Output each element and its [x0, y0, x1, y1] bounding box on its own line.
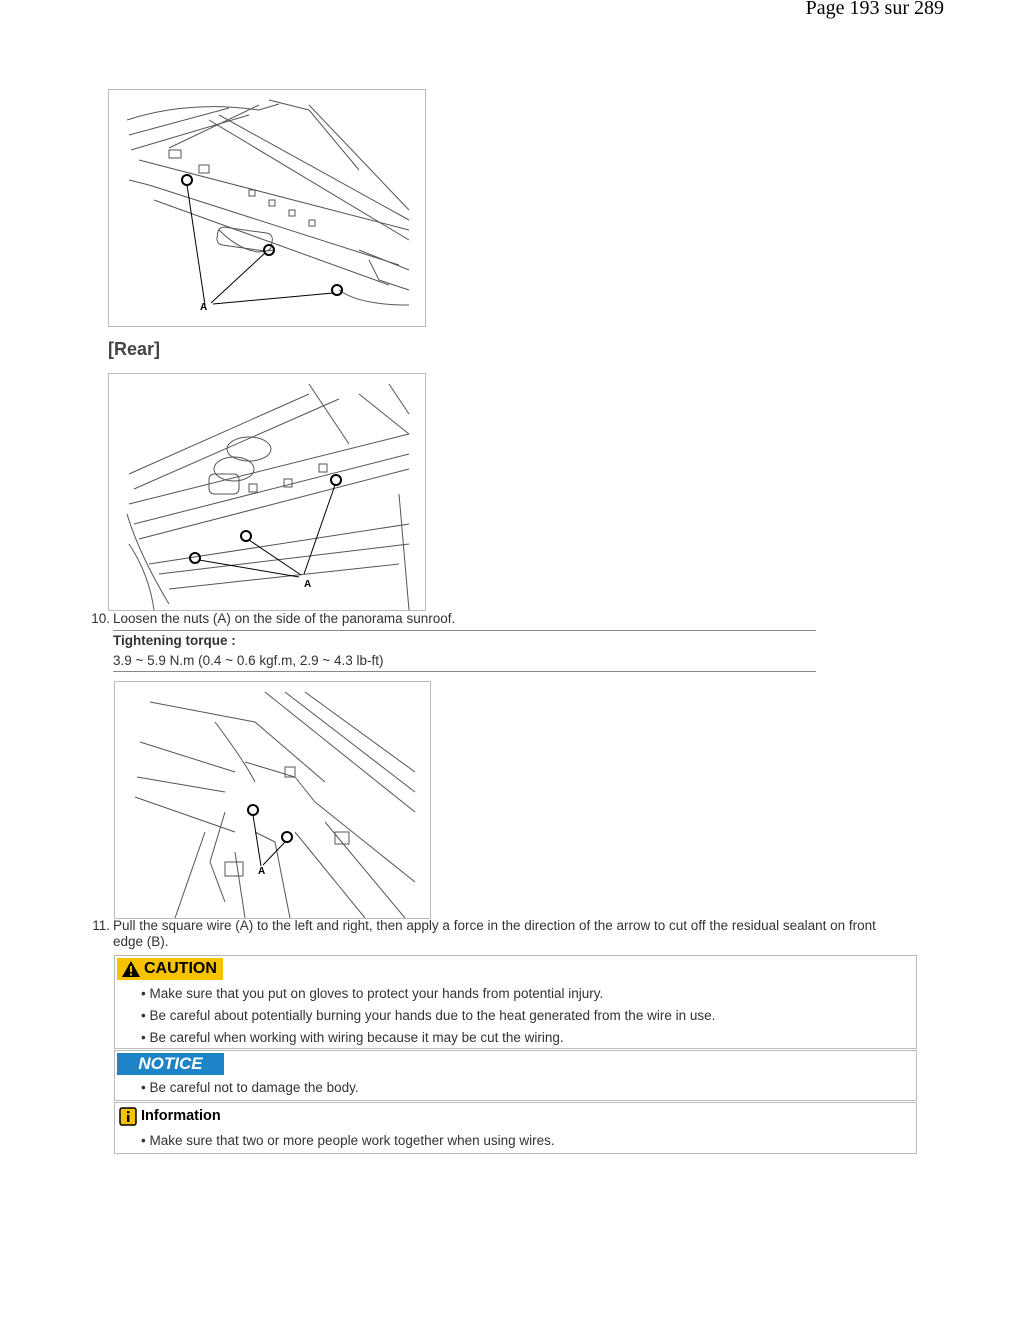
information-title: Information: [141, 1108, 221, 1124]
callout-a: A: [200, 302, 208, 313]
notice-title: NOTICE: [138, 1054, 203, 1073]
list-item: • Be careful when working with wiring because it may be cut the wiring.: [141, 1030, 564, 1045]
step-text: Loosen the nuts (A) on the side of the panorama sunroof.: [113, 611, 456, 626]
list-item: • Be careful about potentially burning your hands due to the heat generated from the wire in use.: [141, 1008, 716, 1023]
caution-badge: [117, 958, 223, 980]
callout-a: A: [258, 866, 266, 877]
info-icon: [119, 1107, 137, 1126]
spec-divider-top: [113, 630, 816, 631]
caution-box: [114, 955, 917, 1049]
notice-badge: [117, 1053, 224, 1075]
list-item: • Make sure that you put on gloves to protect your hands from potential injury.: [141, 986, 604, 1001]
figure-side-nuts: [114, 681, 431, 919]
step-text: Pull the square wire (A) to the left and right, then apply a force in the direction of the arrow to cut off the residual sealant on front: [113, 918, 876, 933]
list-item: • Make sure that two or more people work together when using wires.: [141, 1133, 555, 1148]
step-number: 11.: [92, 918, 110, 933]
step-number: 10.: [91, 611, 110, 626]
page-number: Page 193 sur 289: [805, 0, 944, 19]
caution-title: CAUTION: [144, 960, 217, 977]
spec-divider-bottom: [113, 671, 816, 672]
list-item: • Be careful not to damage the body.: [141, 1080, 359, 1095]
figure-front-nuts: [108, 89, 426, 327]
torque-value: 3.9 ~ 5.9 N.m (0.4 ~ 0.6 kgf.m, 2.9 ~ 4.3 lb-ft): [113, 653, 384, 668]
warning-triangle-icon: [121, 960, 141, 978]
section-heading-rear: [Rear]: [108, 339, 161, 359]
torque-label: Tightening torque :: [113, 633, 236, 648]
callout-a: A: [304, 579, 312, 590]
notice-box: [114, 1050, 917, 1101]
information-badge: [117, 1105, 221, 1127]
figure-rear-nuts: [108, 373, 426, 611]
information-box: [114, 1102, 917, 1154]
step-text-continued: edge (B).: [113, 934, 169, 949]
